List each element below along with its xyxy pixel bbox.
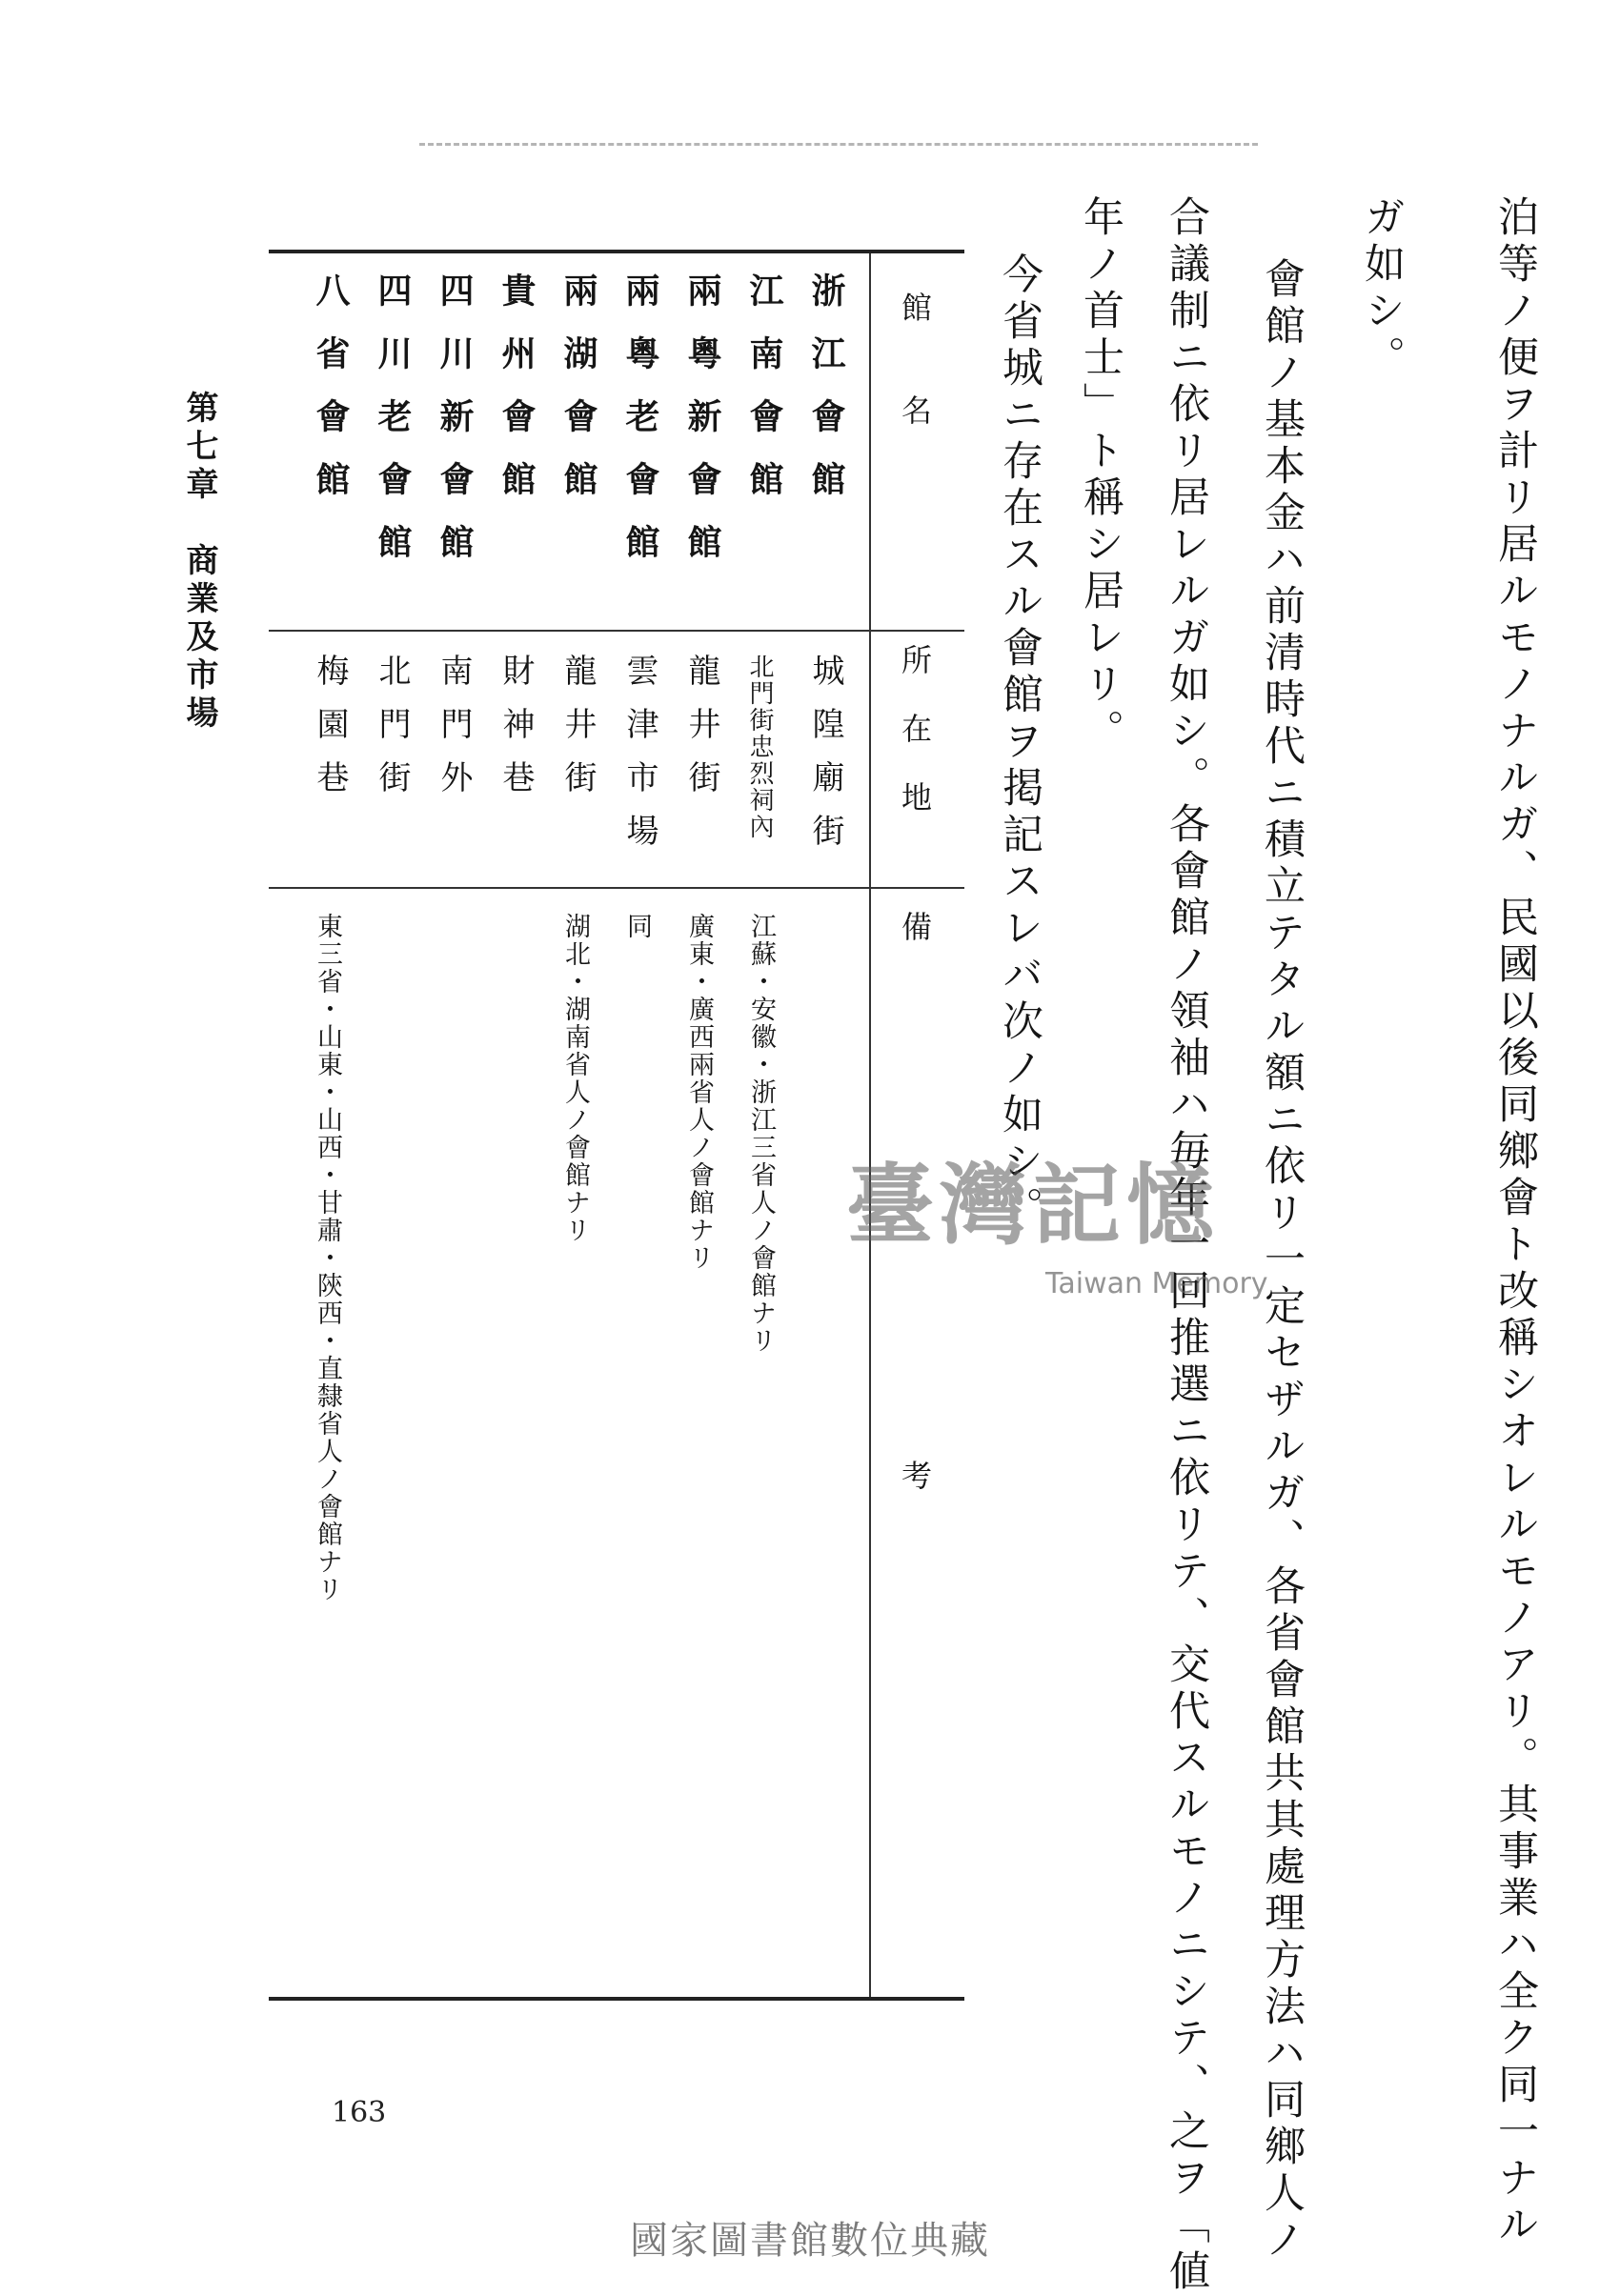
row-location: 龍井街 (558, 654, 597, 814)
body-text-col-3: 會館ノ基本金ハ前清時代ニ積立テタル額ニ依リ一定セザルガ、各省會館共其處理方法ハ同鄉人ノ (1258, 257, 1306, 2265)
row-location: 城隍廟街 (806, 654, 844, 867)
watermark-logo: 臺灣記憶 (846, 1154, 1221, 1257)
row-location: 北門街 (373, 654, 411, 814)
header-location: 所 在 地 (897, 644, 933, 816)
row-location: 南門外 (435, 654, 473, 814)
row-name: 四川老會館 (373, 272, 413, 587)
row-name: 四川新會館 (435, 272, 475, 587)
header-name: 館 名 (897, 292, 933, 429)
top-rule (419, 143, 1258, 146)
footer-attribution: 國家圖書館數位典藏 (630, 2219, 990, 2263)
header-remarks: 備 考 (897, 911, 933, 1494)
table-header-separator (869, 253, 871, 1997)
row-name: 兩粵老會館 (620, 272, 660, 587)
row-name: 兩粵新會館 (682, 272, 722, 587)
row-note: 東三省・山東・山西・甘肅・陝西・直隸省人ノ會館ナリ (313, 913, 342, 1603)
row-name: 江南會館 (744, 272, 784, 524)
table-divider (269, 630, 964, 632)
row-location: 龍井街 (682, 654, 720, 814)
page-number: 163 (332, 2096, 387, 2129)
watermark-text: Taiwan Memory (1045, 1267, 1268, 1300)
body-text-col-4: 合議制ニ依リ居レルガ如シ。各會館ノ領袖ハ毎年一回推選ニ依リテ、交代スルモノニシテ、之ヲ「値 (1163, 195, 1210, 2296)
row-note: 同 (622, 913, 652, 940)
body-text-col-1: 泊等ノ便ヲ計リ居ルモノナルガ、民國以後同鄉會ト改稱シオレルモノアリ。其事業ハ全ク同一ナル (1491, 195, 1539, 2249)
row-name: 浙江會館 (806, 272, 846, 524)
body-text-col-5: 年ノ首士」ト稱シ居レリ。 (1077, 195, 1124, 755)
row-name: 八省會館 (311, 272, 351, 524)
row-name: 貴州會館 (496, 272, 537, 524)
guild-hall-table (269, 250, 964, 2001)
row-note: 湖北・湖南省人ノ會館ナリ (560, 913, 590, 1244)
row-name: 兩湖會館 (558, 272, 598, 524)
body-text-col-6: 今省城ニ存在スル會館ヲ掲記スレバ次ノ如シ。 (996, 252, 1043, 1233)
row-location: 財神巷 (496, 654, 535, 814)
table-divider (269, 887, 964, 889)
row-location: 梅園巷 (311, 654, 349, 814)
row-location: 北門街忠烈祠內 (745, 654, 774, 840)
row-note: 江蘇・安徽・浙江三省人ノ會館ナリ (746, 913, 776, 1355)
chapter-title: 第七章 商業及市場 (180, 391, 218, 734)
row-location: 雲津市場 (620, 654, 658, 867)
row-note: 廣東・廣西兩省人ノ會館ナリ (684, 913, 714, 1272)
body-text-col-2: ガ如シ。 (1358, 195, 1406, 382)
